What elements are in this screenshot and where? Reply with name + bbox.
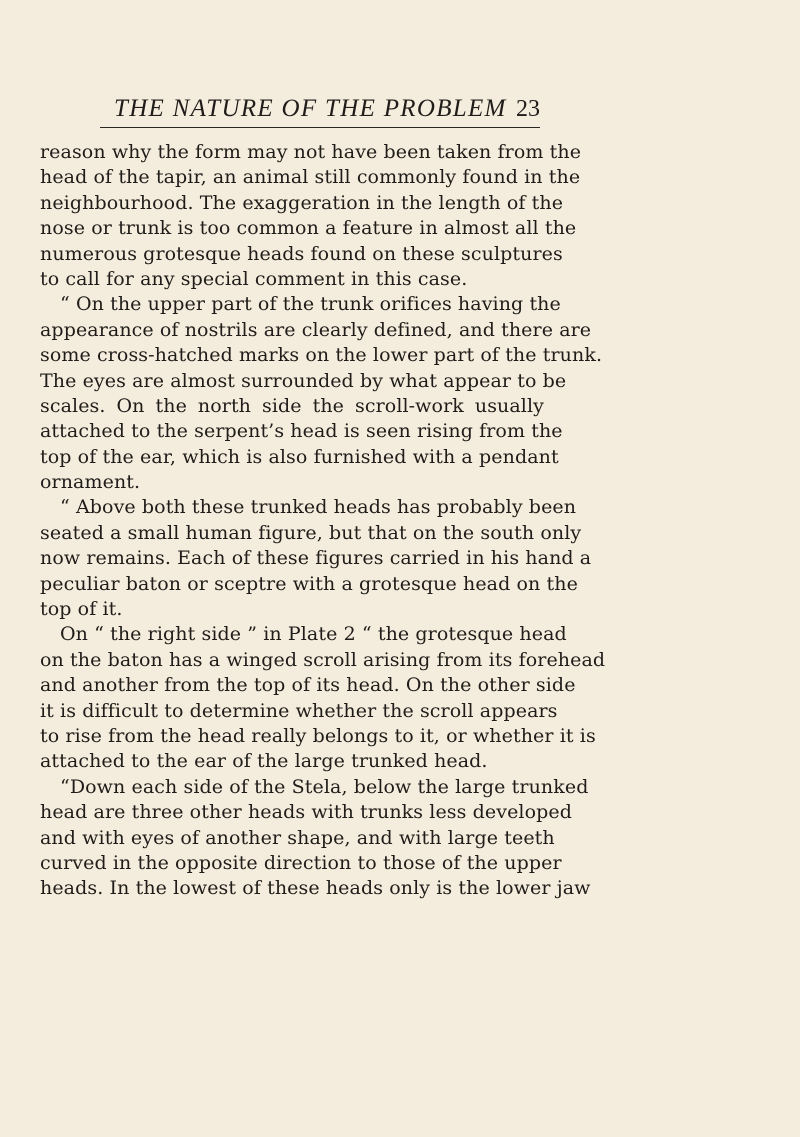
text-line: “ Above both these trunked heads has probably been [60,496,577,519]
paragraph [40,140,582,292]
text-line: to rise from the head really belongs to it, or whether it is [40,724,596,747]
text-line: neighbourhood. The exaggeration in the length of the [40,191,564,214]
header-rule [100,127,540,128]
text-line: top of it. [40,598,123,621]
text-line: to call for any special comment in this case. [40,267,468,290]
text-line: top of the ear, which is also furnished with a pendant [40,445,559,468]
text-line: On “ the right side ” in Plate 2 “ the grotesque head [60,623,567,646]
text-line: and with eyes of another shape, and with large teeth [40,826,555,849]
text-line: peculiar baton or sceptre with a grotesque head on the [40,572,578,595]
text-line: it is difficult to determine whether the scroll appears [40,699,558,722]
text-line: “Down each side of the Stela, below the large trunked [60,775,589,798]
paragraph [40,775,591,902]
text-line: some cross-hatched marks on the lower part of the trunk. [40,344,603,367]
text-line: The eyes are almost surrounded by what appear to be [40,369,567,392]
text-line: scales. On the north side the scroll-work usually [40,394,544,417]
paragraph [40,495,592,622]
paragraph [40,292,603,495]
text-line: reason why the form may not have been taken from the [40,141,582,163]
text-line: nose or trunk is too common a feature in almost all the [40,217,577,240]
text-line: attached to the serpent’s head is seen rising from the [40,420,563,443]
text-line: head of the tapir, an animal still commonly found in the [40,166,581,189]
paragraph [40,622,606,774]
text-line: attached to the ear of the large trunked head. [40,750,488,773]
text-line: now remains. Each of these figures carried in his hand a [40,547,592,570]
body-text [40,140,606,902]
text-line: ornament. [40,471,141,494]
text-line: head are three other heads with trunks less developed [40,801,573,824]
text-line: numerous grotesque heads found on these sculptures [40,242,563,265]
text-line: curved in the opposite direction to those of the upper [40,851,562,874]
running-head-title: THE NATURE OF THE PROBLEM [114,95,507,122]
page-number: 23 [516,96,540,122]
text-line: seated a small human figure, but that on the south only [40,521,582,544]
text-line: heads. In the lowest of these heads only is the lower jaw [40,877,591,900]
text-line: appearance of nostrils are clearly defined, and there are [40,318,592,341]
running-head [100,94,540,134]
text-line: “ On the upper part of the trunk orifices having the [60,293,561,316]
text-line: on the baton has a winged scroll arising from its forehead [40,648,606,671]
text-line: and another from the top of its head. On the other side [40,674,576,697]
